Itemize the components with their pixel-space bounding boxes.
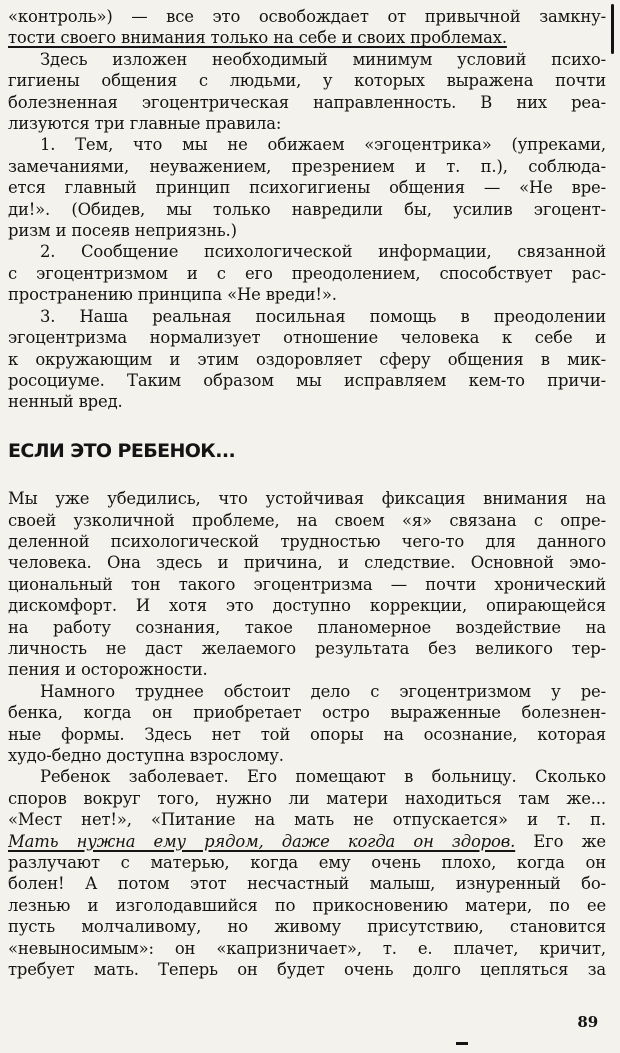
- summary-paragraph: [8, 49, 606, 135]
- text-line: «Мест нет!», «Питание на мать не отпускается» и т. п.: [8, 810, 606, 830]
- intro-paragraph: [8, 6, 606, 49]
- text-line: ненный вред.: [8, 392, 123, 412]
- rule-1-paragraph: [8, 134, 606, 241]
- text-line-with-underline: [8, 831, 606, 852]
- rule-2-paragraph: [8, 241, 606, 305]
- text-line: человека. Она здесь и причина, и следствие. Основной эмо-: [8, 553, 606, 573]
- text-line: болен! А потом этот несчастный малыш, изнуренный бо-: [8, 874, 606, 894]
- text-line: пения и осторожности.: [8, 660, 208, 680]
- page-number: 89: [577, 1013, 598, 1031]
- text-fragment: Его же: [515, 831, 606, 851]
- text-line: эгоцентризма нормализует отношение человека к себе и: [8, 328, 606, 348]
- text-line: требует мать. Теперь он будет очень долго цепляться за: [8, 960, 606, 980]
- text-line: ризм и посеяв неприязнь.): [8, 221, 237, 241]
- text-line: ные формы. Здесь нет той опоры на осознание, которая: [8, 724, 606, 744]
- text-line: 1. Тем, что мы не обижаем «эгоцентрика» (упреками,: [40, 135, 606, 155]
- text-line: 3. Наша реальная посильная помощь в преодолении: [40, 306, 606, 326]
- text-line: Здесь изложен необходимый минимум условий психо-: [40, 49, 606, 69]
- text-line: Намного труднее обстоит дело с эгоцентризмом у ре-: [40, 681, 606, 701]
- section-paragraph-3: [8, 766, 606, 980]
- text-line: ди!». (Обидев, мы только навредили бы, усилив эгоцент-: [8, 199, 606, 219]
- rule-3-paragraph: [8, 306, 606, 413]
- text-line: замечаниями, неуважением, презрением и т. п.), соблюда-: [8, 156, 606, 176]
- text-line: разлучают с матерью, когда ему очень плохо, когда он: [8, 853, 606, 873]
- text-line: бенка, когда он приобретает остро выраженные болезнен-: [8, 703, 606, 723]
- text-line: худо-бедно доступна взрослому.: [8, 746, 284, 765]
- text-line: с эгоцентризмом и с его преодолением, способствует рас-: [8, 263, 606, 283]
- text-line: деленной психологической трудностью чего-то для данного: [8, 531, 606, 551]
- text-line: «контроль») — все это освобождает от привычной замкну-: [8, 7, 606, 26]
- section-heading: ЕСЛИ ЭТО РЕБЕНОК...: [8, 439, 236, 462]
- text-line: своей узколичной проблеме, на своем «я» связана с опре-: [8, 510, 606, 530]
- text-line: личность не даст желаемого результата без великого тер-: [8, 638, 606, 658]
- text-line: Мы уже убедились, что устойчивая фиксация внимания на: [8, 489, 606, 509]
- text-line: ется главный принцип психогигиены общения — «Не вре-: [8, 178, 606, 198]
- text-line: лезнью и изголодавшийся по прикосновению матери, по ее: [8, 895, 606, 915]
- text-line: 2. Сообщение психологической информации, связанной: [40, 242, 606, 262]
- text-line: лизуются три главные правила:: [8, 114, 282, 134]
- text-line: циональный тон такого эгоцентризма — почти хронический: [8, 574, 606, 594]
- text-line-underlined: тости своего внимания только на себе и своих проблемах.: [8, 28, 507, 48]
- text-line: Ребенок заболевает. Его помещают в больницу. Сколько: [40, 767, 606, 787]
- text-line: гигиены общения с людьми, у которых выражена почти: [8, 71, 606, 91]
- text-line: к окружающим и этим оздоровляет сферу общения в мик-: [8, 349, 606, 369]
- text-line: споров вокруг того, нужно ли матери находиться там же...: [8, 788, 606, 808]
- underlined-phrase: Мать нужна ему рядом, даже когда он здоров.: [8, 831, 516, 851]
- text-line: дискомфорт. И хотя это доступно коррекции, опирающейся: [8, 596, 606, 616]
- section-paragraph-2: [8, 681, 606, 767]
- text-line: росоциуме. Таким образом мы исправляем кем-то причи-: [8, 370, 606, 390]
- text-line: болезненная эгоцентрическая направленность. В них реа-: [8, 92, 606, 112]
- section-paragraph-1: [8, 488, 606, 681]
- text-line: пусть молчаливому, но живому присутствию, становится: [8, 917, 606, 937]
- text-line: пространению принципа «Не вреди!».: [8, 285, 337, 305]
- scan-mark: [456, 1042, 468, 1045]
- margin-pen-mark: [611, 4, 614, 54]
- text-line: на работу сознания, такое планомерное воздействие на: [8, 617, 606, 637]
- text-line: «невыносимым»: он «капризничает», т. е. плачет, кричит,: [8, 938, 606, 958]
